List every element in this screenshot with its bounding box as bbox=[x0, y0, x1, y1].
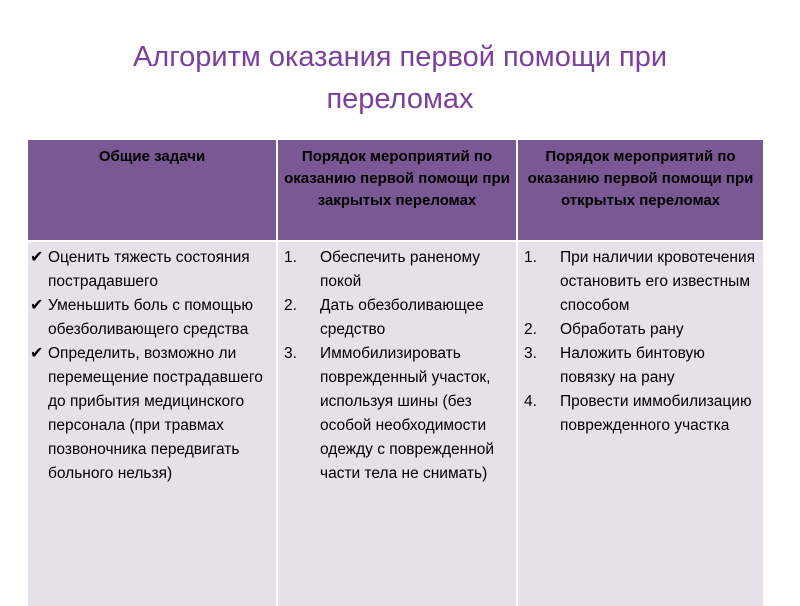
list-item bbox=[522, 318, 759, 342]
step-text: Обработать рану bbox=[560, 321, 684, 338]
list-item bbox=[32, 342, 272, 486]
step-number: 3. bbox=[284, 345, 297, 362]
step-number: 1. bbox=[284, 249, 297, 266]
open-fracture-cell bbox=[517, 241, 763, 606]
list-item bbox=[32, 294, 272, 342]
step-text: Обеспечить раненому покой bbox=[320, 249, 481, 290]
step-text: Дать обезболивающее средство bbox=[320, 297, 484, 338]
list-item bbox=[282, 342, 512, 486]
list-item bbox=[32, 246, 272, 294]
general-tasks-list bbox=[32, 246, 272, 486]
closed-fracture-steps bbox=[282, 246, 512, 486]
list-item-text: Уменьшить боль с помощью обезболивающего средства bbox=[48, 297, 254, 338]
closed-fracture-cell bbox=[277, 241, 517, 606]
step-text: Провести иммобилизацию поврежденного участка bbox=[560, 393, 752, 434]
list-item bbox=[282, 246, 512, 294]
step-number: 1. bbox=[524, 249, 537, 266]
step-number: 3. bbox=[524, 345, 537, 362]
header-open-fractures: Порядок мероприятий по оказанию первой помощи при открытых переломах bbox=[517, 140, 763, 241]
checkmark-icon: ✔ bbox=[30, 297, 44, 314]
general-tasks-cell bbox=[28, 241, 277, 606]
list-item-text: Оценить тяжесть состояния пострадавшего bbox=[48, 249, 250, 290]
checkmark-icon: ✔ bbox=[30, 345, 44, 362]
list-item bbox=[522, 342, 759, 390]
list-item bbox=[522, 246, 759, 318]
table-header-row bbox=[28, 140, 763, 241]
table-row bbox=[28, 241, 763, 606]
first-aid-table bbox=[28, 140, 763, 606]
step-text: Иммобилизировать поврежденный участок, используя шины (без особой необходимости одежду с поврежденной части тела не снимать) bbox=[320, 345, 495, 482]
header-closed-fractures: Порядок мероприятий по оказанию первой помощи при закрытых переломах bbox=[277, 140, 517, 241]
step-number: 2. bbox=[524, 321, 537, 338]
step-number: 2. bbox=[284, 297, 297, 314]
list-item bbox=[522, 390, 759, 438]
step-text: При наличии кровотечения остановить его известным способом bbox=[560, 249, 756, 314]
header-general-tasks: Общие задачи bbox=[28, 140, 277, 241]
step-number: 4. bbox=[524, 393, 537, 410]
checkmark-icon: ✔ bbox=[30, 249, 44, 266]
list-item-text: Определить, возможно ли перемещение пострадавшего до прибытия медицинского персонала (при травмах позвоночника передвигать больного нельзя) bbox=[48, 345, 263, 482]
open-fracture-steps bbox=[522, 246, 759, 438]
step-text: Наложить бинтовую повязку на рану bbox=[560, 345, 705, 386]
slide-title: Алгоритм оказания первой помощи при переломах bbox=[132, 41, 668, 115]
list-item bbox=[282, 294, 512, 342]
